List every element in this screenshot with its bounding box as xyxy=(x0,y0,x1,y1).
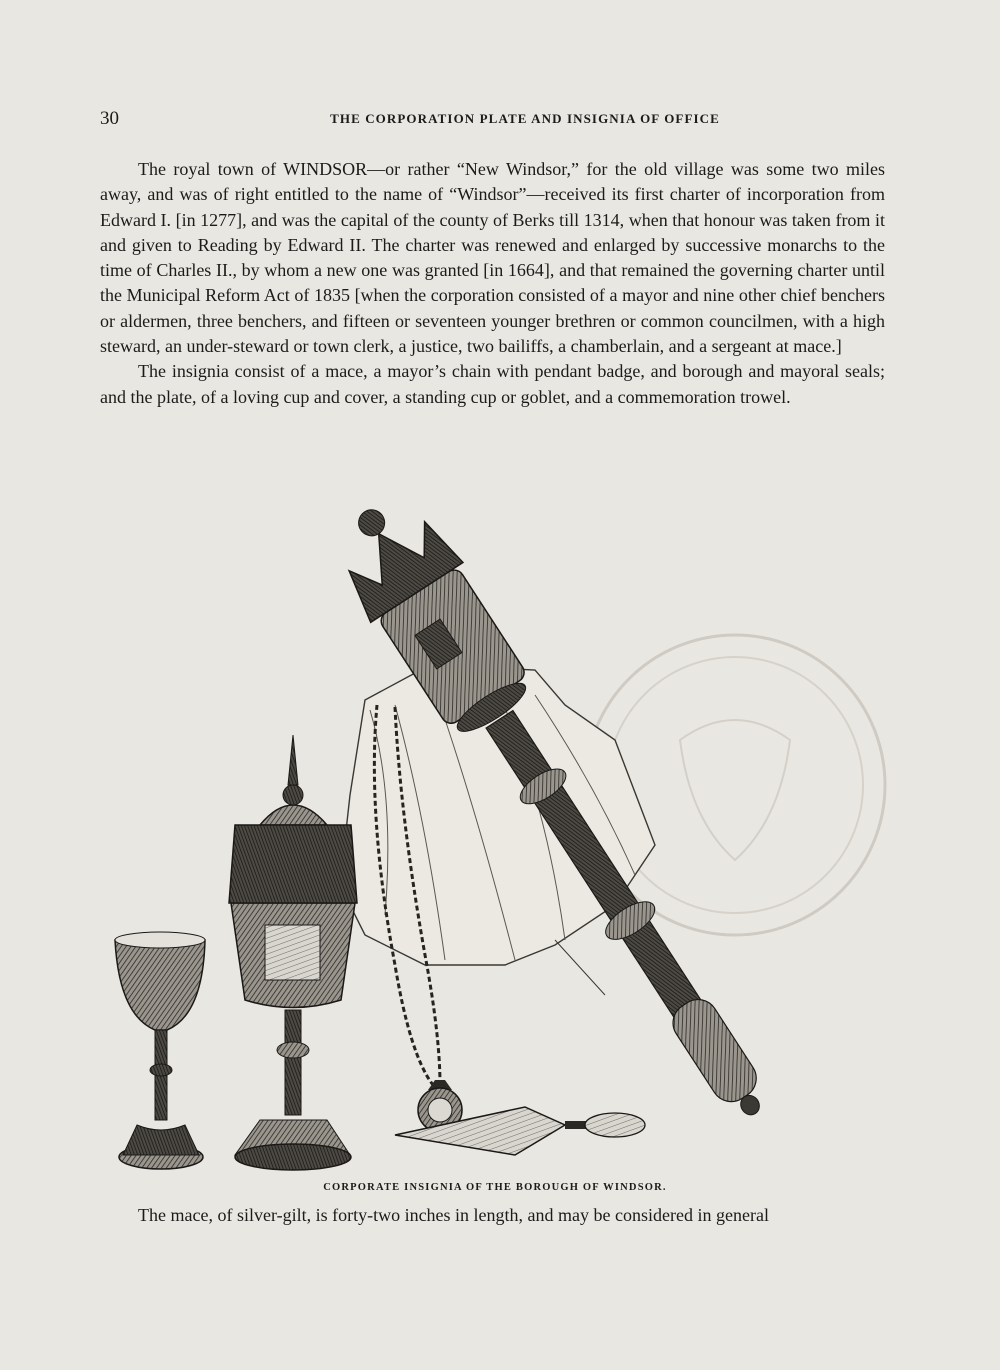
closing-line: The mace, of silver-gilt, is forty-two inches in length, and may be considered in general xyxy=(138,1205,769,1225)
standing-cup xyxy=(115,932,205,1169)
page-header xyxy=(100,108,890,130)
paragraph-windsor-charter: The royal town of WINDSOR—or rather “New Windsor,” for the old village was some two miles away, and was of right entitled to the name of “Windsor”—received its first charter of incorporation from Edward I. [in 1277], and was the capital of the county of Berks till 1314, when that honour was taken from it and given to Reading by Edward II. The charter was renewed and enlarged by successive monarchs to the time of Charles II., by whom a new one was granted [in 1664], and that remained the governing charter until the Municipal Reform Act of 1835 [when the corporation consisted of a mayor and nine other chief benchers or aldermen, three benchers, and fifteen or seventeen younger brethren or common councilmen, with a high steward, an under-steward or town clerk, a justice, two bailiffs, a chamberlain, and a sergeant at mace.] xyxy=(100,159,885,357)
loving-cup-and-cover xyxy=(229,730,357,1170)
insignia-illustration xyxy=(95,495,895,1180)
page-number: 30 xyxy=(100,108,119,129)
figure-caption: CORPORATE INSIGNIA OF THE BOROUGH OF WINDSOR. xyxy=(323,1182,667,1193)
body-text xyxy=(100,157,885,410)
running-head: THE CORPORATION PLATE AND INSIGNIA OF OFFICE xyxy=(330,111,720,126)
paragraph-insignia: The insignia consist of a mace, a mayor’s chain with pendant badge, and borough and mayoral seals; and the plate, of a loving cup and cover, a standing cup or goblet, and a commemoration trowel. xyxy=(100,361,885,407)
